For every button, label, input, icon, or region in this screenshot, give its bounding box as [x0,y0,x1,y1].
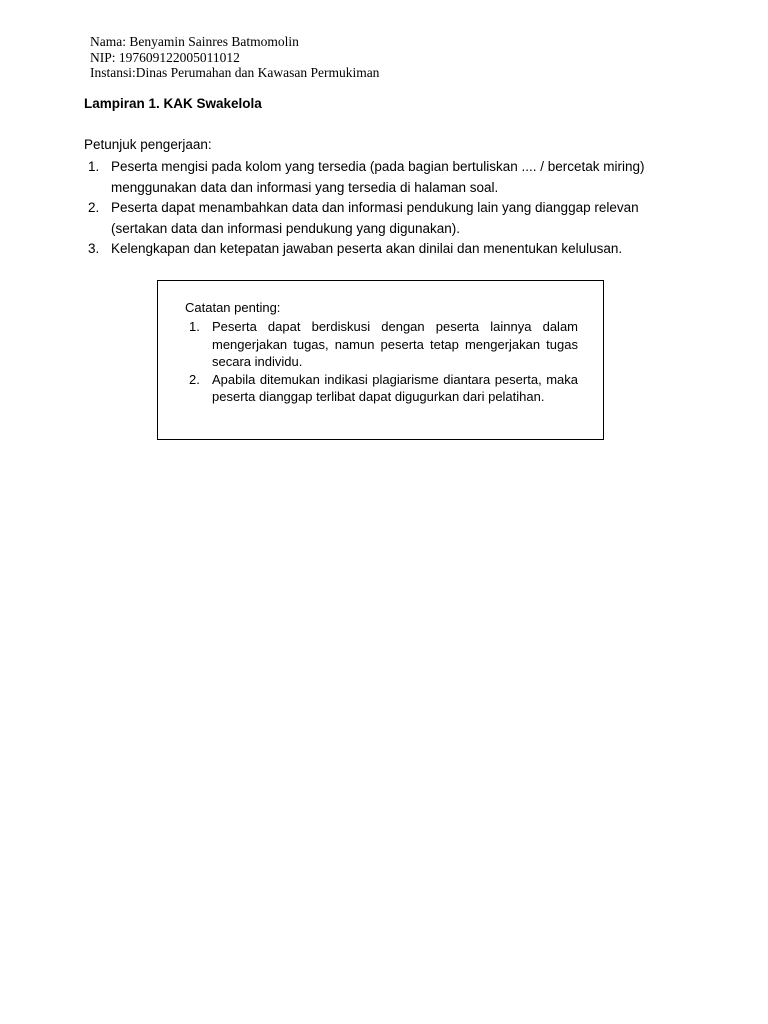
important-note-box [157,280,604,440]
note-item [185,318,578,371]
note-title: Catatan penting: [185,300,281,315]
instruction-item [84,239,684,260]
instruction-item [84,198,684,239]
header-nip: NIP: 197609122005011012 [90,49,240,65]
header-instansi: Instansi:Dinas Perumahan dan Kawasan Permukiman [90,65,380,80]
instruction-text: Kelengkapan dan ketepatan jawaban peserta akan dinilai dan menentukan kelulusan. [111,241,623,256]
notes-list [185,318,578,406]
note-number: 2. [189,371,200,387]
document-header [90,34,379,81]
note-text: Apabila ditemukan indikasi plagiarisme diantara peserta, maka peserta dianggap terlibat dapat digugurkan dari pelatihan. [212,371,578,404]
instruction-text: Peserta mengisi pada kolom yang tersedia (pada bagian bertuliskan .... / bercetak miring) menggunakan data dan informasi yang tersedia di halaman soal. [111,159,645,195]
instruction-number: 2. [88,200,100,215]
note-item [185,371,578,406]
petunjuk-title: Petunjuk pengerjaan: [84,137,212,152]
instruction-number: 1. [88,159,100,174]
lampiran-title: Lampiran 1. KAK Swakelola [84,96,262,111]
instruction-text: Peserta dapat menambahkan data dan informasi pendukung lain yang dianggap relevan (sertakan data dan informasi pendukung yang digunakan). [111,200,639,236]
note-text: Peserta dapat berdiskusi dengan peserta lainnya dalam mengerjakan tugas, namun peserta tetap mengerjakan tugas secara individu. [212,319,578,369]
instruction-number: 3. [88,241,100,256]
note-number: 1. [189,319,200,334]
instructions-list [84,157,684,260]
header-nama: Nama: Benyamin Sainres Batmomolin [90,34,299,49]
instruction-item [84,157,684,198]
